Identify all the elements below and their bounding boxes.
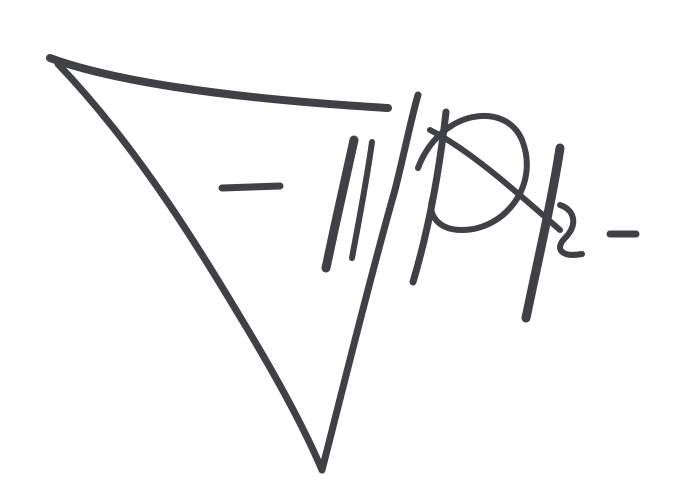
diagonal-stroke <box>430 130 560 230</box>
letter-stroke-2 <box>352 142 372 258</box>
triangle-top-stroke <box>50 58 388 108</box>
hook-stroke <box>560 205 582 255</box>
letter-stroke-4 <box>526 148 560 318</box>
left-dash <box>222 186 280 188</box>
signature-ink <box>50 58 636 470</box>
triangle-left-stroke <box>58 64 322 470</box>
letter-stroke-1 <box>326 140 354 268</box>
